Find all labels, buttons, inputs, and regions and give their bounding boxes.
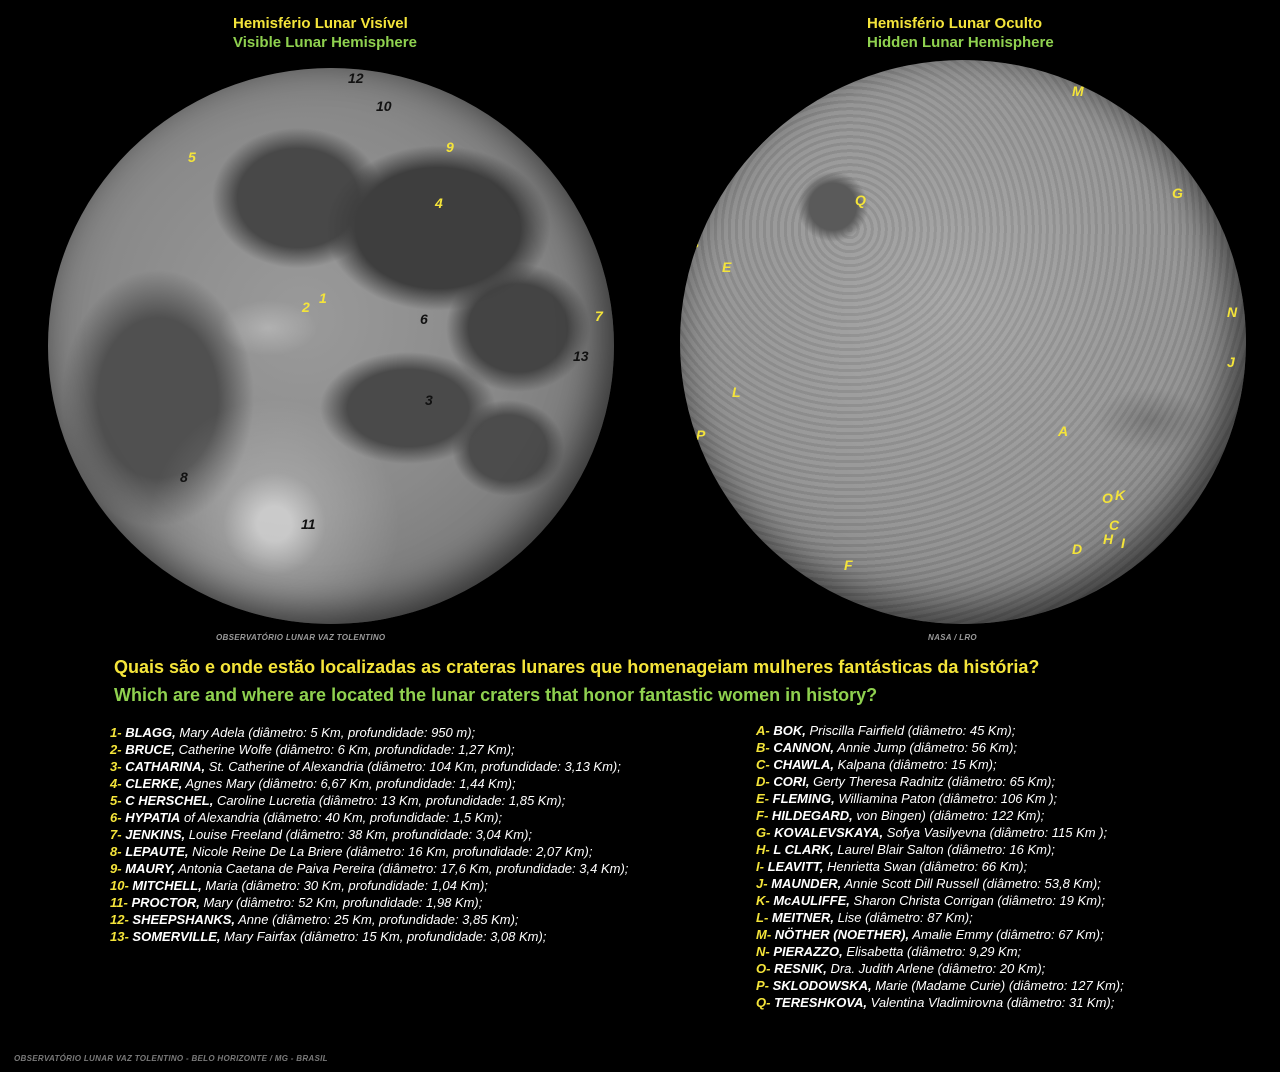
far-label-o: O bbox=[1102, 490, 1113, 506]
crater-code: F- bbox=[756, 808, 769, 823]
crater-name: JENKINS, bbox=[125, 827, 186, 842]
crater-item bbox=[110, 911, 628, 928]
crater-description: Henrietta Swan (diâmetro: 66 Km); bbox=[827, 859, 1028, 874]
crater-item bbox=[756, 926, 1124, 943]
crater-description: Lise (diâmetro: 87 Km); bbox=[837, 910, 973, 925]
crater-description: Annie Scott Dill Russell (diâmetro: 53,8 Km); bbox=[844, 876, 1101, 891]
near-image-credit: OBSERVATÓRIO LUNAR VAZ TOLENTINO bbox=[216, 633, 386, 642]
crater-name: HYPATIA bbox=[125, 810, 181, 825]
crater-code: G- bbox=[756, 825, 771, 840]
crater-description: Agnes Mary (diâmetro: 6,67 Km, profundidade: 1,44 Km); bbox=[185, 776, 516, 791]
far-label-k: K bbox=[1115, 487, 1126, 503]
hidden-moon-image bbox=[680, 60, 1246, 624]
crater-code: I- bbox=[756, 859, 764, 874]
crater-item bbox=[110, 792, 628, 809]
far-label-q: Q bbox=[855, 192, 866, 208]
crater-name: CLERKE, bbox=[125, 776, 183, 791]
crater-code: 5- bbox=[110, 793, 122, 808]
near-label-5: 5 bbox=[188, 149, 196, 165]
near-label-11: 11 bbox=[301, 516, 316, 532]
far-label-d: D bbox=[1072, 541, 1083, 557]
crater-code: O- bbox=[756, 961, 771, 976]
crater-item bbox=[756, 892, 1124, 909]
crater-item bbox=[110, 826, 628, 843]
near-label-9: 9 bbox=[446, 139, 454, 155]
crater-description: Louise Freeland (diâmetro: 38 Km, profundidade: 3,04 Km); bbox=[188, 827, 533, 842]
crater-name: SHEEPSHANKS, bbox=[132, 912, 235, 927]
question-en: Which are and where are located the lunar craters that honor fantastic women in history? bbox=[114, 685, 878, 705]
crater-description: Williamina Paton (diâmetro: 106 Km ); bbox=[838, 791, 1058, 806]
crater-item bbox=[756, 875, 1124, 892]
crater-name: KOVALEVSKAYA, bbox=[774, 825, 884, 840]
crater-code: Q- bbox=[756, 995, 771, 1010]
crater-name: BOK, bbox=[773, 723, 806, 738]
visible-heading-en: Visible Lunar Hemisphere bbox=[233, 34, 417, 51]
crater-description: Kalpana (diâmetro: 15 Km); bbox=[837, 757, 997, 772]
crater-code: 12- bbox=[110, 912, 129, 927]
crater-code: 3- bbox=[110, 759, 122, 774]
crater-description: Valentina Vladimirovna (diâmetro: 31 Km); bbox=[870, 995, 1115, 1010]
crater-code: 9- bbox=[110, 861, 122, 876]
crater-name: PROCTOR, bbox=[131, 895, 200, 910]
crater-name: SKLODOWSKA, bbox=[772, 978, 872, 993]
near-label-2: 2 bbox=[302, 299, 310, 315]
crater-description: von Bingen) (diâmetro: 122 Km); bbox=[856, 808, 1045, 823]
crater-code: D- bbox=[756, 774, 770, 789]
footer-credit: OBSERVATÓRIO LUNAR VAZ TOLENTINO - BELO HORIZONTE / MG - BRASIL bbox=[14, 1054, 328, 1063]
crater-item bbox=[110, 775, 628, 792]
crater-item bbox=[756, 807, 1124, 824]
crater-code: 2- bbox=[110, 742, 122, 757]
near-label-7: 7 bbox=[595, 308, 603, 324]
crater-description: Priscilla Fairfield (diâmetro: 45 Km); bbox=[809, 723, 1016, 738]
crater-description: Anne (diâmetro: 25 Km, profundidade: 3,85 Km); bbox=[238, 912, 519, 927]
crater-name: TERESHKOVA, bbox=[774, 995, 868, 1010]
crater-code: 13- bbox=[110, 929, 129, 944]
crater-description: Maria (diâmetro: 30 Km, profundidade: 1,04 Km); bbox=[205, 878, 488, 893]
far-label-b: B bbox=[689, 235, 700, 251]
crater-name: SOMERVILLE, bbox=[132, 929, 221, 944]
crater-code: 8- bbox=[110, 844, 122, 859]
far-label-n: N bbox=[1227, 304, 1238, 320]
crater-name: RESNIK, bbox=[774, 961, 827, 976]
crater-name: HILDEGARD, bbox=[771, 808, 853, 823]
crater-name: BLAGG, bbox=[125, 725, 176, 740]
crater-description: Mary (diâmetro: 52 Km, profundidade: 1,98 Km); bbox=[203, 895, 483, 910]
crater-code: 7- bbox=[110, 827, 122, 842]
crater-code: J- bbox=[756, 876, 768, 891]
near-label-10: 10 bbox=[376, 98, 392, 114]
near-label-3: 3 bbox=[425, 392, 433, 408]
visible-hemisphere-heading bbox=[233, 14, 417, 52]
crater-code: 11- bbox=[110, 895, 128, 910]
crater-item bbox=[756, 943, 1124, 960]
crater-code: M- bbox=[756, 927, 772, 942]
far-label-f: F bbox=[844, 557, 853, 573]
crater-description: Catherine Wolfe (diâmetro: 6 Km, profundidade: 1,27 Km); bbox=[178, 742, 515, 757]
crater-item bbox=[756, 756, 1124, 773]
near-label-12: 12 bbox=[348, 70, 364, 86]
crater-name: McAULIFFE, bbox=[773, 893, 850, 908]
crater-code: 6- bbox=[110, 810, 122, 825]
crater-code: E- bbox=[756, 791, 769, 806]
far-label-h: H bbox=[1103, 531, 1114, 547]
crater-name: BRUCE, bbox=[125, 742, 176, 757]
crater-item bbox=[110, 843, 628, 860]
far-label-j: J bbox=[1227, 354, 1235, 370]
crater-code: B- bbox=[756, 740, 770, 755]
crater-code: N- bbox=[756, 944, 770, 959]
crater-code: C- bbox=[756, 757, 770, 772]
crater-code: 4- bbox=[110, 776, 122, 791]
near-craters-list bbox=[110, 724, 628, 945]
hidden-heading-en: Hidden Lunar Hemisphere bbox=[867, 34, 1054, 51]
far-label-g: G bbox=[1172, 185, 1183, 201]
crater-item bbox=[756, 994, 1124, 1011]
crater-name: CATHARINA, bbox=[125, 759, 206, 774]
crater-name: CANNON, bbox=[773, 740, 835, 755]
crater-item bbox=[756, 909, 1124, 926]
crater-description: Amalie Emmy (diâmetro: 67 Km); bbox=[912, 927, 1104, 942]
crater-description: Annie Jump (diâmetro: 56 Km); bbox=[837, 740, 1018, 755]
crater-item bbox=[756, 773, 1124, 790]
far-craters-list bbox=[756, 722, 1124, 1011]
near-label-1: 1 bbox=[319, 290, 327, 306]
visible-heading-pt: Hemisfério Lunar Visível bbox=[233, 15, 408, 32]
near-label-8: 8 bbox=[180, 469, 188, 485]
crater-code: A- bbox=[756, 723, 770, 738]
far-label-c: C bbox=[1109, 517, 1120, 533]
crater-item bbox=[756, 858, 1124, 875]
crater-item bbox=[110, 809, 628, 826]
crater-description: Nicole Reine De La Briere (diâmetro: 16 Km, profundidade: 2,07 Km); bbox=[192, 844, 593, 859]
crater-name: CORI, bbox=[773, 774, 810, 789]
crater-item bbox=[110, 741, 628, 758]
far-image-credit: NASA / LRO bbox=[928, 633, 977, 642]
crater-item bbox=[110, 758, 628, 775]
crater-description: Sharon Christa Corrigan (diâmetro: 19 Km); bbox=[853, 893, 1105, 908]
crater-name: MAUNDER, bbox=[771, 876, 842, 891]
crater-description: Elisabetta (diâmetro: 9,29 Km; bbox=[846, 944, 1022, 959]
far-label-e: E bbox=[722, 259, 732, 275]
crater-name: C HERSCHEL, bbox=[125, 793, 214, 808]
crater-item bbox=[110, 860, 628, 877]
crater-name: LEPAUTE, bbox=[125, 844, 189, 859]
visible-moon-image bbox=[48, 68, 614, 624]
crater-description: Gerty Theresa Radnitz (diâmetro: 65 Km); bbox=[813, 774, 1056, 789]
crater-item bbox=[756, 722, 1124, 739]
crater-name: L CLARK, bbox=[773, 842, 834, 857]
crater-item bbox=[110, 877, 628, 894]
crater-description: Mary Adela (diâmetro: 5 Km, profundidade: 950 m); bbox=[179, 725, 476, 740]
crater-name: CHAWLA, bbox=[773, 757, 835, 772]
crater-item bbox=[756, 790, 1124, 807]
crater-name: LEAVITT, bbox=[767, 859, 824, 874]
crater-item bbox=[756, 739, 1124, 756]
crater-name: PIERAZZO, bbox=[773, 944, 843, 959]
crater-item bbox=[110, 894, 628, 911]
hidden-heading-pt: Hemisfério Lunar Oculto bbox=[867, 15, 1043, 32]
near-label-13: 13 bbox=[573, 348, 589, 364]
crater-item bbox=[756, 977, 1124, 994]
crater-name: MEITNER, bbox=[771, 910, 835, 925]
far-label-m: M bbox=[1072, 83, 1084, 99]
crater-description: Sofya Vasilyevna (diâmetro: 115 Km ); bbox=[886, 825, 1108, 840]
crater-item bbox=[756, 824, 1124, 841]
crater-description: St. Catherine of Alexandria (diâmetro: 104 Km, profundidade: 3,13 Km); bbox=[208, 759, 621, 774]
far-label-a: A bbox=[1058, 423, 1069, 439]
crater-item bbox=[110, 724, 628, 741]
crater-item bbox=[756, 960, 1124, 977]
crater-name: FLEMING, bbox=[772, 791, 835, 806]
question-pt: Quais são e onde estão localizadas as crateras lunares que homenageiam mulheres fantásticas da história? bbox=[114, 657, 1040, 677]
far-label-p: P bbox=[696, 427, 706, 443]
crater-name: MITCHELL, bbox=[132, 878, 202, 893]
crater-name: NÖTHER (NOETHER), bbox=[774, 927, 910, 942]
crater-description: Dra. Judith Arlene (diâmetro: 20 Km); bbox=[830, 961, 1046, 976]
crater-code: 10- bbox=[110, 878, 129, 893]
crater-code: 1- bbox=[110, 725, 122, 740]
far-label-i: I bbox=[1121, 535, 1125, 551]
crater-code: L- bbox=[756, 910, 769, 925]
near-label-6: 6 bbox=[420, 311, 428, 327]
hidden-hemisphere-heading bbox=[867, 14, 1054, 52]
far-label-l: L bbox=[732, 384, 741, 400]
crater-description: Caroline Lucretia (diâmetro: 13 Km, profundidade: 1,85 Km); bbox=[216, 793, 566, 808]
crater-name: MAURY, bbox=[125, 861, 176, 876]
crater-description: of Alexandria (diâmetro: 40 Km, profundidade: 1,5 Km); bbox=[183, 810, 503, 825]
crater-description: Antonia Caetana de Paiva Pereira (diâmetro: 17,6 Km, profundidade: 3,4 Km); bbox=[178, 861, 629, 876]
crater-description: Marie (Madame Curie) (diâmetro: 127 Km); bbox=[875, 978, 1124, 993]
crater-code: K- bbox=[756, 893, 770, 908]
crater-description: Laurel Blair Salton (diâmetro: 16 Km); bbox=[837, 842, 1055, 857]
crater-code: P- bbox=[756, 978, 769, 993]
crater-code: H- bbox=[756, 842, 770, 857]
crater-item bbox=[756, 841, 1124, 858]
near-label-4: 4 bbox=[435, 195, 443, 211]
crater-description: Mary Fairfax (diâmetro: 15 Km, profundidade: 3,08 Km); bbox=[224, 929, 547, 944]
crater-item bbox=[110, 928, 628, 945]
